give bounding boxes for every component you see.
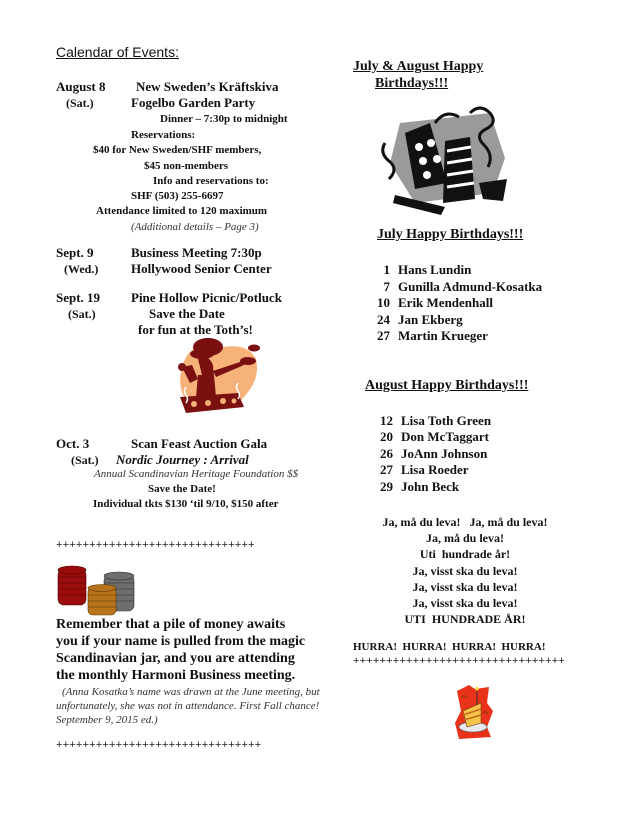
birthday-name: John Beck: [401, 479, 460, 494]
event-title: Business Meeting 7:30p: [131, 245, 262, 260]
money-note-line: (Anna Kosatka’s name was drawn at the June meeting, but: [62, 686, 320, 698]
birthday-name: Martin Krueger: [398, 328, 488, 343]
birthday-day: 12: [380, 413, 393, 428]
event-detail: Reservations:: [131, 129, 196, 141]
event-note: Annual Scandinavian Heritage Foundation $$: [94, 468, 299, 480]
money-note-line: unfortunately, she was not in attendance. First Fall chance!: [56, 700, 320, 712]
birthdays-heading: July & August Happy: [353, 59, 484, 74]
event-date: Oct. 3: [56, 436, 90, 451]
plus-separator: +++++++++++++++++++++++++++++++: [56, 739, 262, 751]
event-weekday: (Wed.): [64, 262, 99, 276]
birthday-day: 10: [377, 295, 390, 310]
money-text-line: you if your name is pulled from the magic: [56, 634, 306, 649]
coin-stacks-icon: [56, 565, 142, 617]
party-hats-icon: [375, 103, 517, 219]
birthday-entry: [368, 328, 488, 344]
event-date: Sept. 19: [56, 290, 101, 305]
birthday-name: Erik Mendenhall: [398, 295, 493, 310]
birthday-entry: [371, 462, 469, 478]
money-text-line: Scandinavian jar, and you are attending: [56, 651, 295, 666]
event-subtitle: Fogelbo Garden Party: [131, 95, 256, 110]
august-heading: August Happy Birthdays!!!: [365, 378, 529, 393]
birthday-day: 26: [380, 446, 393, 461]
plus-separator: ++++++++++++++++++++++++++++++: [56, 539, 255, 551]
event-detail: for fun at the Toth’s!: [138, 322, 253, 337]
calendar-heading: Calendar of Events:: [56, 44, 179, 60]
money-text-line: the monthly Harmoni Business meeting.: [56, 668, 296, 683]
birthday-day: 27: [380, 462, 393, 477]
event-detail: Info and reservations to:: [153, 175, 269, 187]
money-note-line: September 9, 2015 ed.): [56, 714, 158, 726]
birthday-day: 27: [377, 328, 390, 343]
birthday-entry: [371, 413, 491, 429]
song-line: Ja, må du leva!: [426, 531, 504, 545]
song-line: UTI HUNDRADE ÅR!: [404, 612, 526, 626]
event-weekday: (Sat.): [68, 307, 96, 321]
event-subtitle: Hollywood Senior Center: [131, 261, 272, 276]
july-heading: July Happy Birthdays!!!: [377, 227, 524, 242]
chef-clipart-icon: [168, 337, 268, 419]
birthday-cake-icon: [453, 683, 493, 741]
party-image: [375, 103, 517, 219]
chef-image: [168, 337, 268, 419]
birthday-entry: [368, 312, 463, 328]
birthday-entry: [368, 295, 493, 311]
birthday-day: 7: [383, 279, 390, 294]
birthday-entry: [371, 446, 487, 462]
birthday-name: Don McTaggart: [401, 429, 489, 444]
birthday-day: 20: [380, 429, 393, 444]
event-detail: $40 for New Sweden/SHF members,: [93, 144, 262, 156]
event-subtitle: Nordic Journey : Arrival: [116, 452, 249, 467]
song-line: Ja, visst ska du leva!: [412, 580, 518, 594]
birthday-name: Gunilla Admund-Kosatka: [398, 279, 543, 294]
song-line: Ja, må du leva! Ja, må du leva!: [382, 515, 548, 529]
cake-image: [453, 683, 493, 741]
birthday-day: 24: [377, 312, 390, 327]
event-detail: SHF (503) 255-6697: [131, 190, 224, 202]
birthday-name: Lisa Roeder: [401, 462, 469, 477]
birthday-entry: [368, 279, 542, 295]
event-date: August 8: [56, 79, 106, 94]
coins-image: [56, 565, 142, 617]
event-title: Pine Hollow Picnic/Potluck: [131, 290, 282, 305]
song-line: Ja, visst ska du leva!: [412, 564, 518, 578]
event-date: Sept. 9: [56, 245, 94, 260]
event-detail: Save the Date!: [148, 483, 216, 495]
money-text-line: Remember that a pile of money awaits: [56, 617, 286, 632]
event-title: New Sweden’s Kräftskiva: [136, 79, 279, 94]
event-weekday: (Sat.): [66, 96, 94, 110]
event-subtitle: Save the Date: [149, 306, 225, 321]
birthday-name: Jan Ekberg: [398, 312, 463, 327]
birthday-name: Hans Lundin: [398, 262, 472, 277]
birthday-day: 1: [383, 262, 390, 277]
hurra-line: HURRA! HURRA! HURRA! HURRA!: [353, 641, 546, 653]
plus-separator: ++++++++++++++++++++++++++++++++: [353, 655, 565, 667]
birthdays-heading: Birthdays!!!: [375, 76, 449, 91]
birthday-name: JoAnn Johnson: [401, 446, 488, 461]
birthday-name: Lisa Toth Green: [401, 413, 492, 428]
birthday-entry: [371, 429, 489, 445]
event-title: Scan Feast Auction Gala: [131, 436, 268, 451]
event-weekday: (Sat.): [71, 453, 99, 467]
event-detail: Attendance limited to 120 maximum: [96, 205, 268, 217]
event-detail: Dinner – 7:30p to midnight: [160, 113, 288, 125]
birthday-entry: [371, 479, 459, 495]
event-note: (Additional details – Page 3): [131, 221, 259, 233]
birthday-day: 29: [380, 479, 393, 494]
birthday-entry: [368, 262, 471, 278]
event-detail: Individual tkts $130 ‘til 9/10, $150 after: [93, 498, 279, 510]
song-line: Ja, visst ska du leva!: [412, 596, 518, 610]
event-detail: $45 non-members: [144, 160, 229, 172]
song-line: Uti hundrade år!: [419, 547, 511, 561]
